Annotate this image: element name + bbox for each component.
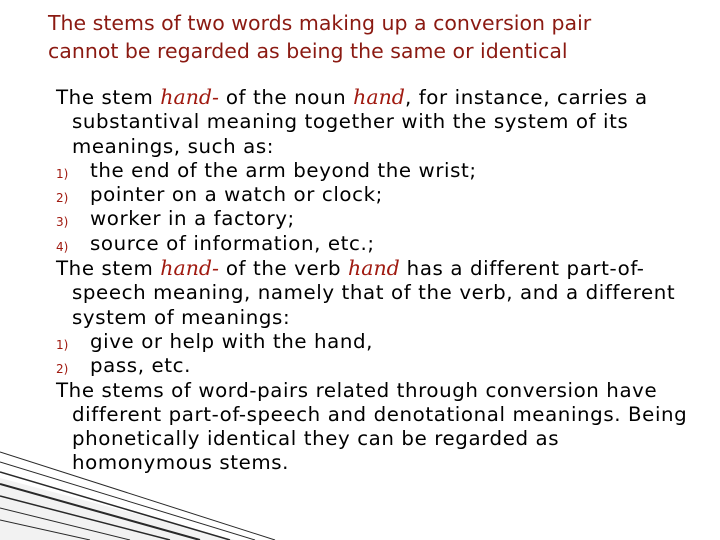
list-item [56, 354, 706, 378]
slide-title [48, 9, 698, 65]
text-span: The stem [56, 257, 161, 281]
list-item-text: worker in a factory; [90, 207, 295, 231]
list-item-text: the end of the arm beyond the wrist; [90, 158, 477, 182]
slide-title-line-1: The stems of two words making up a conversion pair [48, 11, 592, 35]
text-span: , for instance, carries a substantival meaning together with the system of its meanings, such as: [72, 86, 648, 158]
list-number: 1) [56, 337, 69, 352]
text-span: has a different part-of-speech meaning, namely that of the verb, and a different system of meanings: [72, 257, 676, 329]
list-item-text: pointer on a watch or clock; [90, 183, 383, 207]
text-span: of the noun [218, 86, 354, 109]
list-number: 2) [56, 191, 69, 206]
slide-body [56, 85, 706, 476]
list-number: 3) [56, 215, 69, 230]
list-item-text: pass, etc. [90, 354, 191, 378]
text-span: The stem [56, 86, 161, 109]
term-hand-noun: hand [353, 85, 405, 109]
list-item [56, 183, 706, 207]
list-item [56, 232, 706, 256]
term-hand-stem: hand- [160, 85, 219, 109]
list-item [56, 159, 706, 183]
slide-title-line-2: cannot be regarded as being the same or identical [48, 39, 568, 63]
list-number: 4) [56, 239, 69, 254]
list-item [56, 330, 706, 354]
list-item-text: give or help with the hand, [90, 329, 374, 353]
list-number: 2) [56, 362, 69, 377]
list-number: 1) [56, 166, 69, 181]
list-item [56, 207, 706, 231]
paragraph-noun-stem [56, 85, 706, 159]
term-hand-stem: hand- [160, 256, 219, 281]
text-span: of the verb [218, 257, 349, 281]
list-item-text: source of information, etc.; [90, 231, 375, 255]
paragraph-verb-stem [56, 256, 706, 330]
term-hand-verb: hand [348, 256, 400, 281]
paragraph-conclusion: The stems of word-pairs related through conversion have different part-of-speech and denotational meanings. Being phonetically identical they can be regarded as homonymous stems. [56, 378, 688, 475]
